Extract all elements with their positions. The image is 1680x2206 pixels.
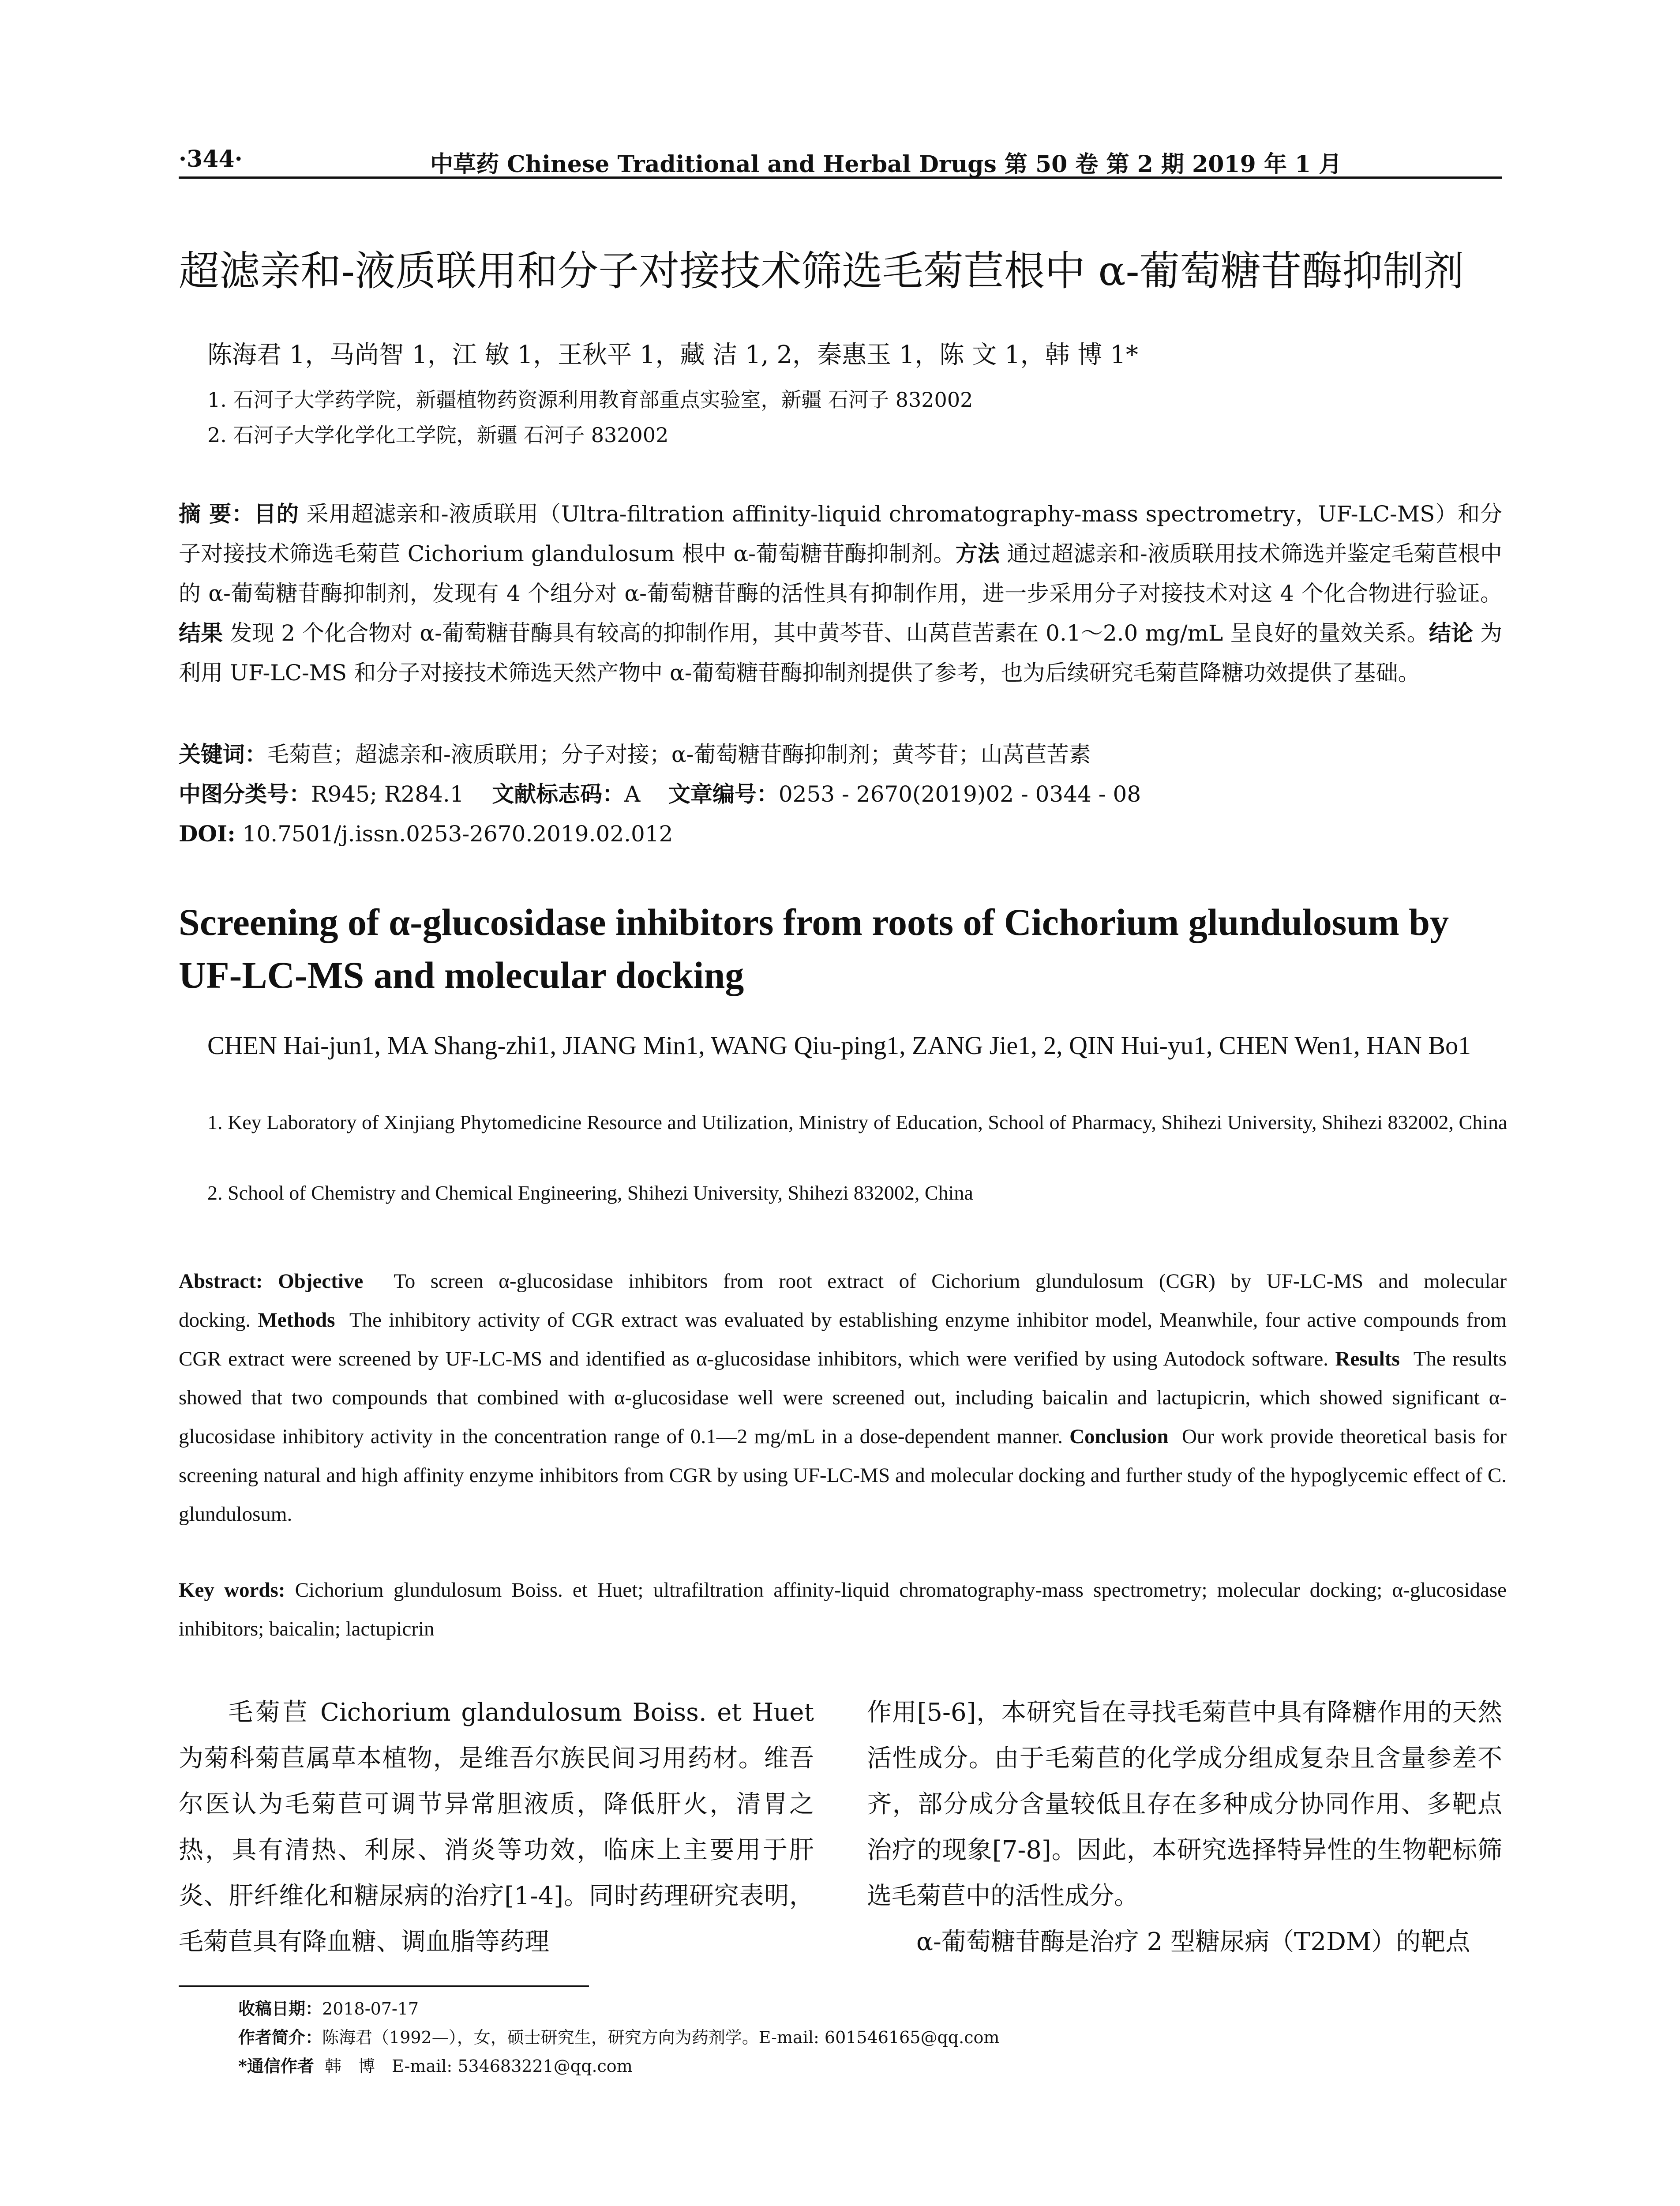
affiliation-cn-1: 1. 石河子大学药学院，新疆植物药资源利用教育部重点实验室，新疆 石河子 832002 [207, 388, 973, 412]
abstract-en-label: Abstract: [179, 1270, 263, 1293]
abstract-chinese [179, 494, 1502, 693]
corr-text: 韩 博 E-mail: 534683221@qq.com [325, 2056, 633, 2076]
results-en-label: Results [1335, 1347, 1400, 1370]
title-english: Screening of α-glucosidase inhibitors from roots of Cichorium glundulosum by UF-LC-MS and molecular docking [179, 901, 1449, 996]
article-number-label: 文章编号： [668, 781, 779, 807]
methods-en-label: Methods [258, 1309, 335, 1332]
abstract-cn-label: 摘 要： [179, 501, 254, 527]
authors-english: CHEN Hai-jun1, MA Shang-zhi1, JIANG Min1, WANG Qiu-ping1, ZANG Jie1, 2, QIN Hui-yu1, CHEN Wen1, HAN Bo1 [207, 1031, 1471, 1060]
doi-label: DOI: [179, 821, 236, 847]
journal-header: 中草药 Chinese Traditional and Herbal Drugs 第 50 卷 第 2 期 2019 年 1 月 [430, 151, 1342, 178]
affiliation-en-2: 2. School of Chemistry and Chemical Engineering, Shihezi University, Shihezi 832002, China [207, 1182, 973, 1204]
body-right-paragraph-2: α-葡萄糖苷酶是治疗 2 型糖尿病（T2DM）的靶点 [916, 1928, 1470, 1956]
methods-cn-text: 通过超滤亲和-液质联用技术筛选并鉴定毛菊苣根中的 α-葡萄糖苷酶抑制剂，发现有 4 个组分对 α-葡萄糖苷酶的活性具有抑制作用，进一步采用分子对接技术对这 4 个化合物进行验证。 [179, 541, 1502, 606]
objective-cn-text: 采用超滤亲和-液质联用（Ultra-filtration affinity-liquid chromatography-mass spectrometry，UF-LC-MS）和分子对接技术筛选毛菊苣 Cichorium glandulosum 根中 α-葡萄糖苷酶抑制剂。 [179, 501, 1502, 567]
body-right-paragraph-1: 作用[5-6]，本研究旨在寻找毛菊苣中具有降糖作用的天然活性成分。由于毛菊苣的化学成分组成复杂且含量参差不齐，部分成分含量较低且存在多种成分协同作用、多靶点治疗的现象[7-8]。因此，本研究选择特异性的生物靶标筛选毛菊苣中的活性成分。 [867, 1698, 1502, 1910]
doc-code-label: 文献标志码： [492, 781, 625, 807]
page-number: ·344· [179, 146, 243, 173]
classification-line [179, 774, 1502, 814]
doi-value: 10.7501/j.issn.0253-2670.2019.02.012 [242, 821, 673, 847]
body-column-right [867, 1690, 1502, 1965]
affiliation-cn-2: 2. 石河子大学化学化工学院，新疆 石河子 832002 [207, 423, 669, 447]
keywords-cn-text: 毛菊苣；超滤亲和-液质联用；分子对接；α-葡萄糖苷酶抑制剂；黄芩苷；山莴苣苦素 [267, 742, 1091, 767]
abstract-english [179, 1262, 1507, 1534]
objective-en-label: Objective [278, 1270, 364, 1293]
results-cn-text: 发现 2 个化合物对 α-葡萄糖苷酶具有较高的抑制作用，其中黄芩苷、山莴苣苦素在 0.1～2.0 mg/mL 呈良好的量效关系。 [230, 620, 1429, 646]
footnote-received [238, 1996, 419, 2021]
footnote-correspondence [238, 2054, 633, 2078]
doc-code-value: A [624, 781, 641, 807]
objective-en-text: To screen α-glucosidase inhibitors from root extract of Cichorium glundulosum (CGR) by UF-LC-MS and molecular docking. [179, 1270, 1507, 1332]
conclusion-en-text: Our work provide theoretical basis for screening natural and high affinity enzyme inhibitors from CGR by using UF-LC-MS and molecular docking and further study of the hypoglycemic effect of C. glundulosum. [179, 1425, 1507, 1526]
affiliation-en-1: 1. Key Laboratory of Xinjiang Phytomedicine Resource and Utilization, Ministry of Education, School of Pharmacy, Shihezi University, Shihezi 832002, China [207, 1111, 1508, 1133]
conclusion-cn-label: 结论 [1429, 620, 1474, 646]
objective-cn-label: 目的 [254, 501, 299, 527]
doi-line [179, 814, 1502, 854]
keywords-cn-label: 关键词： [179, 741, 267, 767]
keywords-en-label: Key words: [179, 1579, 285, 1602]
methods-cn-label: 方法 [955, 540, 1000, 567]
keywords-en-text: Cichorium glundulosum Boiss. et Huet; ultrafiltration affinity-liquid chromatography-mass spectrometry; molecular docking; α-glucosidase inhibitors; baicalin; lactupicrin [179, 1579, 1507, 1640]
methods-en-text: The inhibitory activity of CGR extract was evaluated by establishing enzyme inhibitor model, Meanwhile, four active compounds from CGR extract were screened by UF-LC-MS and identified as α-glucosidase inhibitors, which were verified by using Autodock software. [179, 1309, 1507, 1370]
keywords-english [179, 1571, 1507, 1648]
article-number-value: 0253 - 2670(2019)02 - 0344 - 08 [778, 781, 1141, 807]
footnote-rule [179, 1985, 589, 1987]
authors-chinese: 陈海君 1，马尚智 1，江 敏 1，王秋平 1，藏 洁 1, 2，秦惠玉 1，陈 文 1，韩 博 1* [207, 341, 1138, 369]
running-header [179, 141, 1501, 176]
bio-text: 陈海君（1992—），女，硕士研究生，研究方向为药剂学。E-mail: 601546165@qq.com [322, 2028, 1000, 2047]
clc-label: 中图分类号： [179, 781, 311, 807]
received-date: 2018-07-17 [322, 1999, 419, 2018]
clc-value: R945; R284.1 [311, 781, 464, 807]
header-rule [179, 176, 1502, 179]
results-en-text: The results showed that two compounds that combined with α-glucosidase well were screened out, including baicalin and lactupicrin, which showed significant α-glucosidase inhibitory activity in the concentration range of 0.1—2 mg/mL in a dose-dependent manner. [179, 1347, 1507, 1448]
body-column-left [179, 1690, 814, 1965]
body-left-paragraph: 毛菊苣 Cichorium glandulosum Boiss. et Huet 为菊科菊苣属草本植物，是维吾尔族民间习用药材。维吾尔医认为毛菊苣可调节异常胆液质，降低肝火，清胃之热，具有清热、利尿、消炎等功效，临床上主要用于肝炎、肝纤维化和糖尿病的治疗[1-4]。同时药理研究表明，毛菊苣具有降血糖、调血脂等药理 [179, 1698, 814, 1956]
conclusion-cn-text: 为利用 UF-LC-MS 和分子对接技术筛选天然产物中 α-葡萄糖苷酶抑制剂提供了参考，也为后续研究毛菊苣降糖功效提供了基础。 [179, 620, 1503, 686]
received-label: 收稿日期： [238, 1999, 322, 2018]
title-chinese: 超滤亲和-液质联用和分子对接技术筛选毛菊苣根中 α-葡萄糖苷酶抑制剂 [179, 248, 1464, 295]
bio-label: 作者简介： [238, 2027, 322, 2047]
results-cn-label: 结果 [179, 620, 223, 646]
footnote-author-bio [238, 2025, 999, 2050]
corr-label: *通信作者 [238, 2056, 314, 2076]
keywords-chinese [179, 735, 1502, 774]
conclusion-en-label: Conclusion [1069, 1425, 1169, 1448]
